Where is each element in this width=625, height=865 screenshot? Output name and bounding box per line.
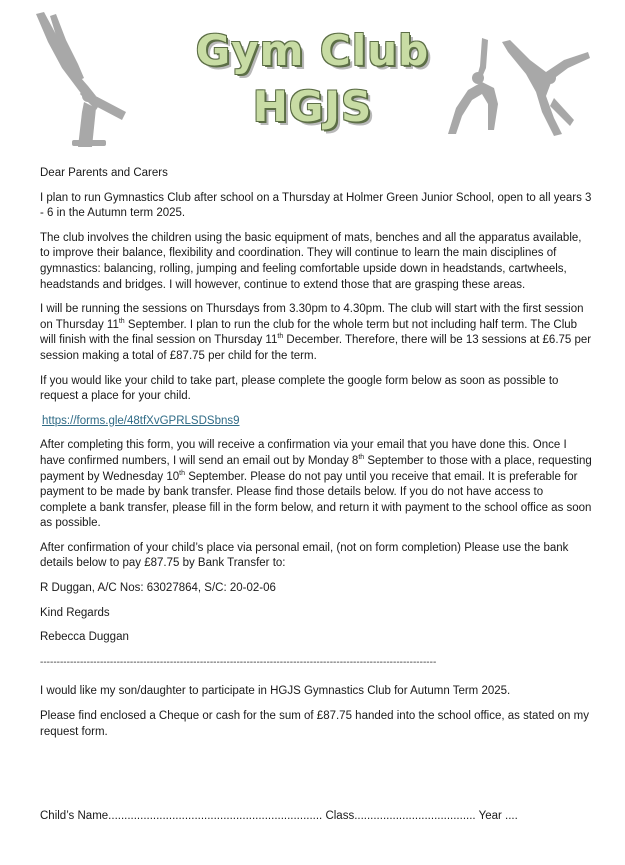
enclosed-payment-statement: Please find enclosed a Cheque or cash for the sum of £87.75 handed into the school office, as stated on my request form. [40,710,589,738]
ordinal-suffix: th [277,333,284,341]
school-title: HGJS [252,82,373,131]
paragraph-confirmation [40,438,592,532]
schedule-text-3: December. Therefore, there will be 13 sessions at £6.75 per session making a total of £87.75 per child for the term. [40,334,592,362]
paragraph-intro: I plan to run Gymnastics Club after school on a Thursday at Holmer Green Junior School, open to all years 3 - 6 in the Autumn term 2025. [40,191,592,220]
paragraph-schedule [40,302,592,364]
schedule-text-2: September. I plan to run the club for the whole term but not including half term. The Club will finish with the final session on Thursday 11 [40,318,578,347]
google-form-link-line [40,414,592,430]
cut-line-divider: ----------------------------------------------------------------------------------------------------------------------- [40,656,437,668]
confirmation-text-1: After completing this form, you will receive a confirmation via your email that you have done this. Once I have confirmed numbers, I will send an email out by Monday 8 [40,439,567,467]
bank-details: R Duggan, A/C Nos: 63027864, S/C: 20-02-06 [40,582,276,595]
ordinal-suffix: th [358,453,365,461]
ordinal-suffix: th [179,469,185,477]
paragraph-request: If you would like your child to take part, please complete the google form below as soon as possible to request a place for your child. [40,374,559,403]
schedule-text-1: I will be running the sessions on Thursdays from 3.30pm to 4.30pm. The club will start with the first session on Thursday 11 [40,303,584,331]
salutation: Dear Parents and Carers [40,167,168,179]
letter-header [0,0,625,160]
signature: Rebecca Duggan [40,631,129,644]
letter-body [40,166,592,749]
confirmation-text-3: September. Please do not pay until you receive that email. It is preferable for payment to be made by bank transfer. Please find those details below. If you do not have access to complete a bank transfer, please fill in the form below, and return it with payment to the school office as soon as possible. [40,470,592,530]
paragraph-payment: After confirmation of your child’s place via personal email, (not on form completion) Please use the bank details below to pay £87.75 by Bank Transfer to: [40,541,569,570]
confirmation-text-2: September to those with a place, requesting payment by Wednesday 10 [40,454,592,483]
child-details-line[interactable]: Child’s Name................................................................... Class...................................... Year .... [40,810,518,822]
google-form-link[interactable]: https://forms.gle/48tfXvGPRLSDSbns9 [42,414,240,427]
club-title: Gym Club [195,26,430,75]
consent-statement: I would like my son/daughter to participate in HGJS Gymnastics Club for Autumn Term 2025. [40,685,511,698]
paragraph-club-description: The club involves the children using the basic equipment of mats, benches and all the apparatus available, to improve their balance, flexibility and coordination. They will continue to learn the main disciplines of gymnastics: balancing, rolling, jumping and feeling comfortable upside down in headstands, cartwheels, headstands and bridges. I will however, continue to extend those that are grasping these areas. [40,231,582,291]
gymnast-backbend-cartwheel-icon [442,38,606,138]
closing: Kind Regards [40,606,110,619]
ordinal-suffix: th [118,317,125,325]
